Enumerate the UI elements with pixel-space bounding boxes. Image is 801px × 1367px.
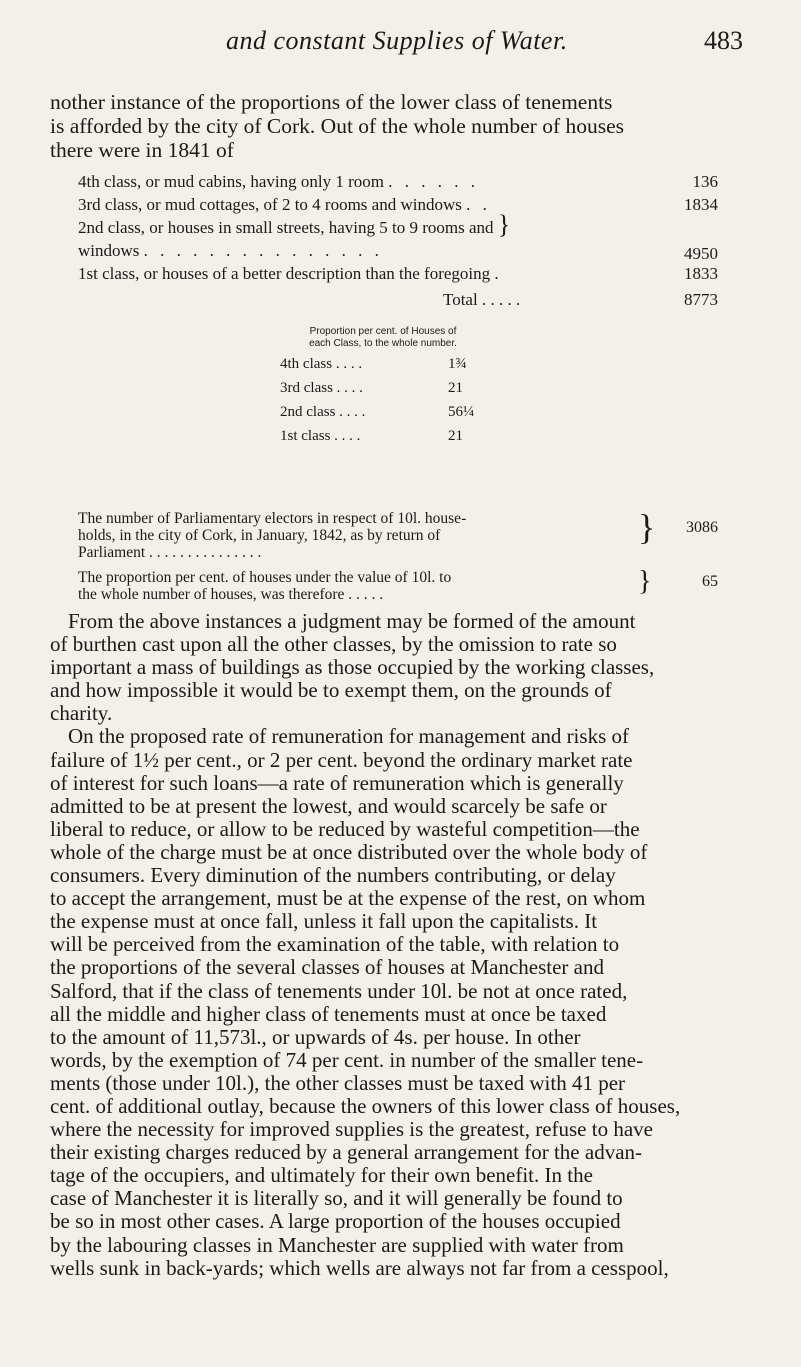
text-line: admitted to be at present the lowest, and would scarcely be safe or bbox=[50, 793, 607, 818]
house-classes-table bbox=[78, 172, 718, 287]
brace: } bbox=[638, 566, 652, 597]
text-line: failure of 1½ per cent., or 2 per cent. beyond the ordinary market rate bbox=[50, 747, 633, 772]
class-label: 4th class, or mud cabins, having only 1 room bbox=[78, 172, 384, 191]
running-title: and constant Supplies of Water. bbox=[226, 26, 568, 55]
leader-dots: . bbox=[494, 264, 503, 283]
table-row bbox=[78, 241, 718, 264]
intro-paragraph bbox=[50, 90, 755, 162]
electors-row bbox=[78, 566, 718, 603]
text-line: wells sunk in back-yards; which wells are always not far from a cesspool, bbox=[50, 1255, 669, 1280]
proportion-label: 2nd class . . . . bbox=[280, 404, 366, 420]
text-line: whole of the charge must be at once distributed over the whole body of bbox=[50, 839, 648, 864]
text-line: charity. bbox=[50, 701, 113, 726]
text-line: the proportions of the several classes of houses at Manchester and bbox=[50, 955, 604, 980]
proportion-row bbox=[268, 428, 498, 452]
class-count: 136 bbox=[692, 172, 718, 191]
class-label: 3rd class, or mud cottages, of 2 to 4 rooms and windows bbox=[78, 195, 462, 214]
text-line: will be perceived from the examination of the table, with relation to bbox=[50, 932, 620, 957]
brace: } bbox=[638, 507, 656, 547]
text-line: cent. of additional outlay, because the owners of this lower class of houses, bbox=[50, 1093, 681, 1118]
table-row bbox=[78, 172, 718, 195]
class-label: windows bbox=[78, 241, 140, 260]
total-value: 8773 bbox=[684, 290, 718, 309]
proportion-label: 3rd class . . . . bbox=[280, 380, 363, 396]
text-line: there were in 1841 of bbox=[50, 138, 234, 162]
text-line: to the amount of 11,573l., or upwards of 4s. per house. In other bbox=[50, 1024, 581, 1049]
text-line: words, by the exemption of 74 per cent. in number of the smaller tene- bbox=[50, 1047, 644, 1072]
text-line: holds, in the city of Cork, in January, 1842, as by return of bbox=[78, 527, 441, 544]
text-line: important a mass of buildings as those occupied by the working classes, bbox=[50, 655, 655, 680]
proportion-row bbox=[268, 356, 498, 380]
leader-dots: . . . . . . . . . . . . . . . bbox=[143, 241, 383, 260]
electors-value: 3086 bbox=[686, 519, 718, 536]
heading-line: each Class, to the whole number. bbox=[309, 338, 457, 349]
proportion-block bbox=[268, 326, 498, 452]
text-line: of interest for such loans—a rate of remuneration which is generally bbox=[50, 770, 624, 795]
leader-dots: . . bbox=[466, 195, 491, 214]
proportion-row bbox=[268, 404, 498, 428]
proportion-value: 56¼ bbox=[448, 404, 475, 420]
text-line: Parliament . . . . . . . . . . . . . . . bbox=[78, 544, 262, 561]
text-line: ments (those under 10l.), the other classes must be taxed with 41 per bbox=[50, 1070, 626, 1095]
total-label: Total . . . . . bbox=[443, 290, 521, 309]
running-head bbox=[0, 26, 801, 66]
electors-block bbox=[78, 507, 718, 611]
text-line: be so in most other cases. A large proportion of the houses occupied bbox=[50, 1209, 621, 1234]
text-line: the whole number of houses, was therefore . . . . . bbox=[78, 586, 384, 603]
text-line: case of Manchester it is literally so, and it will generally be found to bbox=[50, 1186, 623, 1211]
heading-line: Proportion per cent. of Houses of bbox=[309, 326, 457, 337]
text-line: and how impossible it would be to exempt them, on the grounds of bbox=[50, 678, 612, 703]
text-line: their existing charges reduced by a general arrangement for the advan- bbox=[50, 1140, 643, 1165]
body-text bbox=[50, 610, 755, 1280]
proportion-heading bbox=[268, 326, 498, 350]
text-line: Salford, that if the class of tenements under 10l. be not at once rated, bbox=[50, 978, 628, 1003]
text-line: of burthen cast upon all the other classes, by the omission to rate so bbox=[50, 632, 617, 657]
proportion-label: 4th class . . . . bbox=[280, 356, 363, 372]
text-line: From the above instances a judgment may be formed of the amount bbox=[68, 609, 636, 633]
text-line: liberal to reduce, or allow to be reduced by wasteful competition—the bbox=[50, 816, 640, 841]
class-count: 1833 bbox=[684, 264, 718, 283]
class-label: 1st class, or houses of a better description than the foregoing bbox=[78, 264, 491, 283]
text-line: all the middle and higher class of tenements must at once be taxed bbox=[50, 1001, 607, 1026]
class-count: 4950 bbox=[684, 244, 718, 263]
text-line: is afforded by the city of Cork. Out of the whole number of houses bbox=[50, 114, 625, 138]
table-row bbox=[78, 264, 718, 287]
proportion-row bbox=[268, 380, 498, 404]
text-line: the expense must at once fall, unless it fall upon the capitalists. It bbox=[50, 909, 598, 934]
text-line: by the labouring classes in Manchester are supplied with water from bbox=[50, 1232, 624, 1257]
electors-row bbox=[78, 507, 718, 561]
text-line: On the proposed rate of remuneration for management and risks of bbox=[68, 724, 629, 749]
table-row bbox=[78, 195, 718, 218]
class-label: 2nd class, or houses in small streets, having 5 to 9 rooms and bbox=[78, 218, 494, 237]
text-line: The proportion per cent. of houses under the value of 10l. to bbox=[78, 569, 452, 586]
proportion-value: 65 bbox=[702, 573, 718, 590]
text-line: tage of the occupiers, and ultimately for their own benefit. In the bbox=[50, 1163, 593, 1188]
text-line: The number of Parliamentary electors in respect of 10l. house- bbox=[78, 510, 467, 527]
text-line: where the necessity for improved supplies is the greatest, refuse to have bbox=[50, 1117, 653, 1142]
page-number: 483 bbox=[704, 26, 743, 55]
proportion-label: 1st class . . . . bbox=[280, 428, 361, 444]
class-count: 1834 bbox=[684, 195, 718, 214]
text-line: consumers. Every diminution of the numbers contributing, or delay bbox=[50, 863, 616, 888]
proportion-value: 21 bbox=[448, 428, 463, 444]
proportion-value: 21 bbox=[448, 380, 463, 396]
table-row bbox=[78, 218, 718, 241]
proportion-value: 1¾ bbox=[448, 356, 467, 372]
text-line: to accept the arrangement, must be at the expense of the rest, on whom bbox=[50, 886, 646, 911]
text-line: nother instance of the proportions of the lower class of tenements bbox=[50, 90, 613, 114]
brace: } bbox=[497, 210, 511, 239]
leader-dots: . . . . . . bbox=[388, 172, 479, 191]
